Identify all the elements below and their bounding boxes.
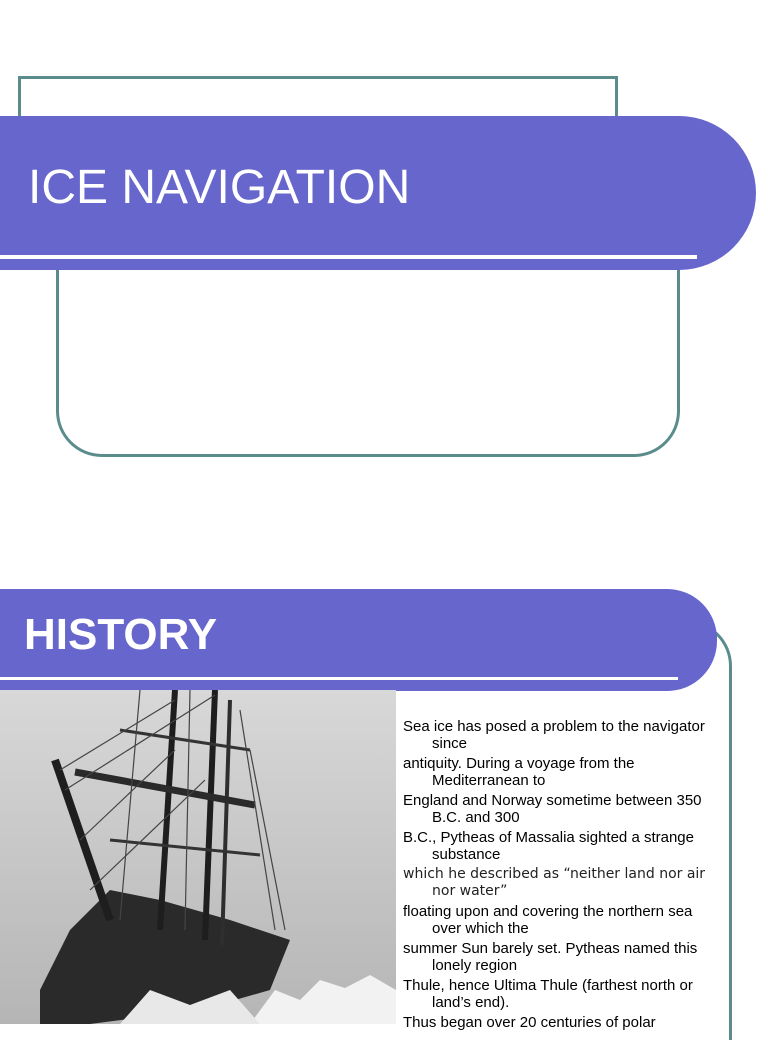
paragraph: which he described as “neither land nor air nor water”	[403, 866, 706, 899]
history-text	[403, 718, 713, 1034]
paragraph: England and Norway sometime between 350 B.C. and 300	[403, 792, 702, 826]
slide2-title: HISTORY	[24, 610, 218, 659]
paragraph: Sea ice has posed a problem to the navigator since	[403, 718, 705, 752]
slide2-banner-rule	[0, 677, 678, 680]
paragraph: antiquity. During a voyage from the Mediterranean to	[403, 755, 635, 789]
paragraph: Thus began over 20 centuries of polar	[403, 1014, 656, 1031]
slide1-title: ICE NAVIGATION	[28, 161, 411, 214]
sailing-ship-in-ice-photo	[0, 690, 396, 1024]
paragraph: B.C., Pytheas of Massalia sighted a strange substance	[403, 829, 694, 863]
paragraph: summer Sun barely set. Pytheas named this lonely region	[403, 940, 698, 974]
paragraph: floating upon and covering the northern sea over which the	[403, 903, 693, 937]
slide1-banner-rule	[0, 255, 697, 259]
paragraph: Thule, hence Ultima Thule (farthest north or land’s end).	[403, 977, 693, 1011]
